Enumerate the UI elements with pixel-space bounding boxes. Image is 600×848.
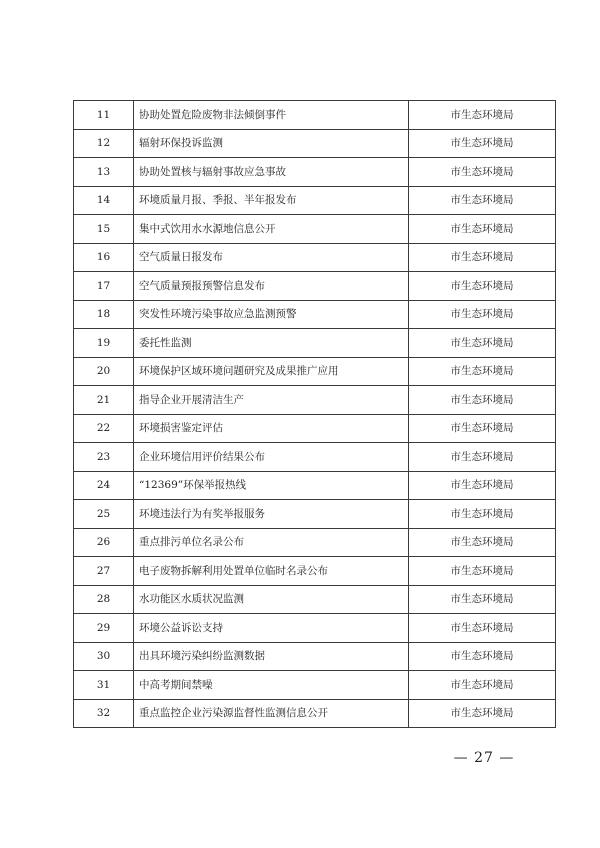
row-number-cell: 21	[74, 386, 134, 415]
table-row	[74, 443, 556, 472]
table-row	[74, 272, 556, 301]
department-cell: 市生态环境局	[409, 614, 556, 643]
department-cell: 市生态环境局	[409, 642, 556, 671]
department-cell: 市生态环境局	[409, 158, 556, 187]
table-row	[74, 642, 556, 671]
row-number-cell: 17	[74, 272, 134, 301]
row-number-cell: 26	[74, 528, 134, 557]
table-row	[74, 671, 556, 700]
service-item-cell: 突发性环境污染事故应急监测预警	[134, 300, 409, 329]
service-item-cell: 集中式饮用水水源地信息公开	[134, 215, 409, 244]
department-cell: 市生态环境局	[409, 500, 556, 529]
table-row	[74, 471, 556, 500]
service-item-cell: 指导企业开展清洁生产	[134, 386, 409, 415]
service-item-cell: 环境质量月报、季报、半年报发布	[134, 186, 409, 215]
row-number-cell: 16	[74, 243, 134, 272]
row-number-cell: 14	[74, 186, 134, 215]
department-cell: 市生态环境局	[409, 528, 556, 557]
row-number-cell: 23	[74, 443, 134, 472]
row-number-cell: 11	[74, 101, 134, 130]
table-row	[74, 528, 556, 557]
table-row	[74, 699, 556, 728]
table-row	[74, 414, 556, 443]
service-item-cell: 环境保护区域环境问题研究及成果推广应用	[134, 357, 409, 386]
table-row	[74, 614, 556, 643]
department-cell: 市生态环境局	[409, 215, 556, 244]
row-number-cell: 29	[74, 614, 134, 643]
table-row	[74, 129, 556, 158]
table-row	[74, 557, 556, 586]
row-number-cell: 20	[74, 357, 134, 386]
row-number-cell: 12	[74, 129, 134, 158]
service-item-cell: 中高考期间禁噪	[134, 671, 409, 700]
service-item-cell: 出具环境污染纠纷监测数据	[134, 642, 409, 671]
department-cell: 市生态环境局	[409, 129, 556, 158]
row-number-cell: 15	[74, 215, 134, 244]
service-item-cell: 电子废物拆解利用处置单位临时名录公布	[134, 557, 409, 586]
department-cell: 市生态环境局	[409, 243, 556, 272]
service-item-cell: 重点监控企业污染源监督性监测信息公开	[134, 699, 409, 728]
department-cell: 市生态环境局	[409, 357, 556, 386]
page-number: — 27 —	[453, 750, 515, 766]
department-cell: 市生态环境局	[409, 272, 556, 301]
row-number-cell: 28	[74, 585, 134, 614]
table-row	[74, 329, 556, 358]
table-row	[74, 585, 556, 614]
department-cell: 市生态环境局	[409, 443, 556, 472]
department-cell: 市生态环境局	[409, 386, 556, 415]
service-item-cell: 协助处置危险废物非法倾倒事件	[134, 101, 409, 130]
table-row	[74, 243, 556, 272]
department-cell: 市生态环境局	[409, 329, 556, 358]
department-cell: 市生态环境局	[409, 471, 556, 500]
service-item-cell: 协助处置核与辐射事故应急事故	[134, 158, 409, 187]
department-cell: 市生态环境局	[409, 557, 556, 586]
service-item-cell: 辐射环保投诉监测	[134, 129, 409, 158]
row-number-cell: 25	[74, 500, 134, 529]
service-item-cell: 重点排污单位名录公布	[134, 528, 409, 557]
table-row	[74, 158, 556, 187]
table-row	[74, 386, 556, 415]
row-number-cell: 27	[74, 557, 134, 586]
row-number-cell: 31	[74, 671, 134, 700]
table-row	[74, 186, 556, 215]
service-item-cell: 环境公益诉讼支持	[134, 614, 409, 643]
department-cell: 市生态环境局	[409, 671, 556, 700]
row-number-cell: 18	[74, 300, 134, 329]
service-item-cell: 空气质量日报发布	[134, 243, 409, 272]
table-row	[74, 215, 556, 244]
service-items-table	[73, 100, 556, 728]
row-number-cell: 19	[74, 329, 134, 358]
row-number-cell: 32	[74, 699, 134, 728]
department-cell: 市生态环境局	[409, 585, 556, 614]
row-number-cell: 30	[74, 642, 134, 671]
row-number-cell: 24	[74, 471, 134, 500]
row-number-cell: 13	[74, 158, 134, 187]
service-item-cell: 水功能区水质状况监测	[134, 585, 409, 614]
service-item-cell: 企业环境信用评价结果公布	[134, 443, 409, 472]
table-row	[74, 357, 556, 386]
table-body	[74, 101, 556, 728]
row-number-cell: 22	[74, 414, 134, 443]
table-row	[74, 300, 556, 329]
department-cell: 市生态环境局	[409, 414, 556, 443]
table-row	[74, 500, 556, 529]
service-item-cell: 环境损害鉴定评估	[134, 414, 409, 443]
department-cell: 市生态环境局	[409, 300, 556, 329]
service-item-cell: “12369”环保举报热线	[134, 471, 409, 500]
service-item-cell: 委托性监测	[134, 329, 409, 358]
service-item-cell: 环境违法行为有奖举报服务	[134, 500, 409, 529]
department-cell: 市生态环境局	[409, 186, 556, 215]
table-row	[74, 101, 556, 130]
service-item-cell: 空气质量预报预警信息发布	[134, 272, 409, 301]
department-cell: 市生态环境局	[409, 101, 556, 130]
department-cell: 市生态环境局	[409, 699, 556, 728]
